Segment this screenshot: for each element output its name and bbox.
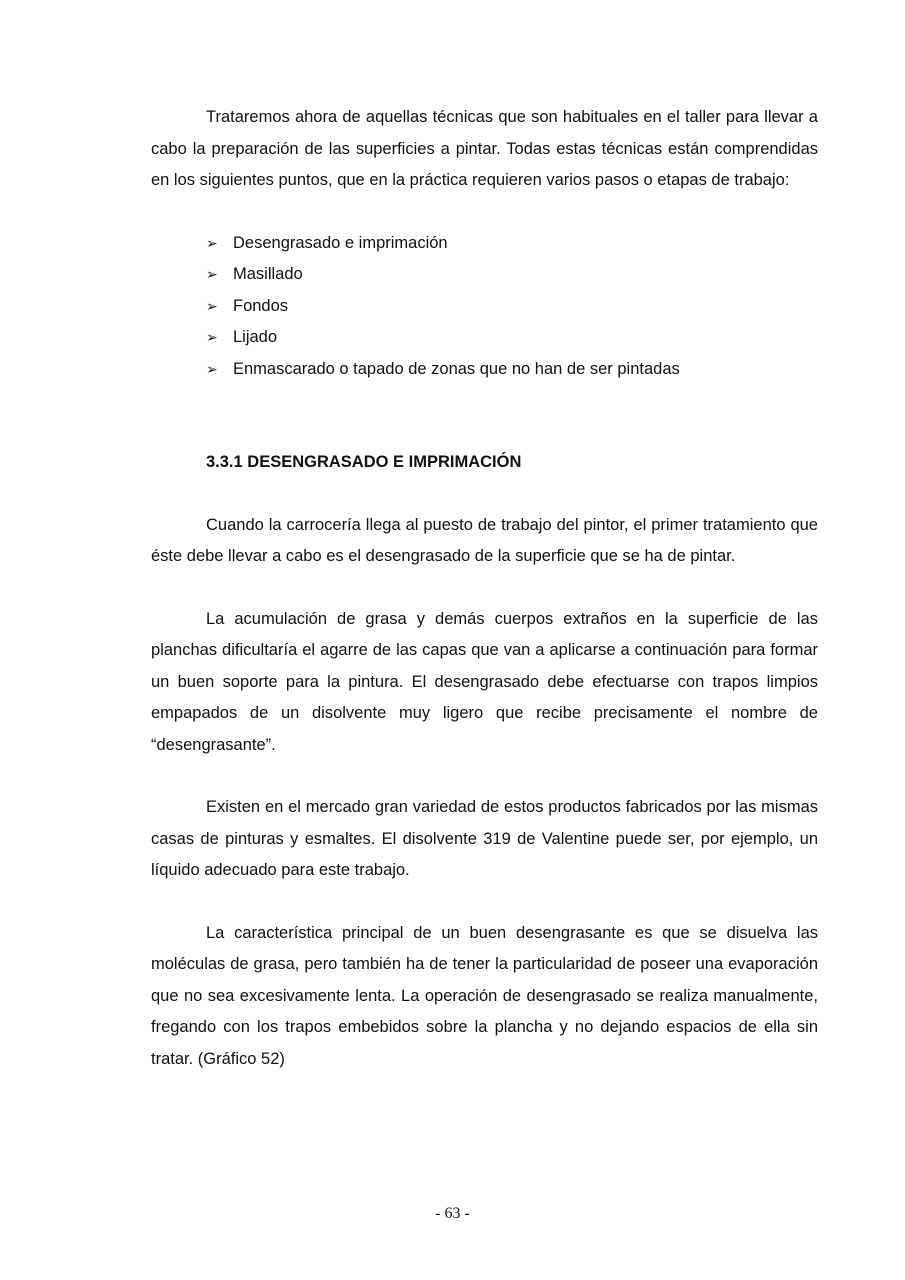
intro-paragraph: Trataremos ahora de aquellas técnicas que son habituales en el taller para llevar a cabo la preparación de las superficies a pintar. Todas estas técnicas están comprendidas en los siguientes puntos, que en la práctica requieren varios pasos o etapas de trabajo: <box>151 108 818 189</box>
list-item <box>206 259 818 291</box>
spacer <box>151 887 818 918</box>
arrowhead-bullet-icon: ➢ <box>206 298 218 315</box>
body-paragraph: La característica principal de un buen desengrasante es que se disuelva las moléculas de grasa, pero también ha de tener la particularidad de poseer una evaporación que no sea excesivamente lenta. La operación de desengrasado se realiza manualmente, fregando con los trapos embebidos sobre la plancha y no dejando espacios de ella sin tratar. (Gráfico 52) <box>151 923 818 1068</box>
page-number: - 63 - <box>435 1205 470 1222</box>
spacer <box>151 197 818 228</box>
spacer <box>151 479 818 510</box>
page-body <box>151 102 818 1075</box>
list-item-label: Lijado <box>233 328 278 346</box>
list-item <box>206 228 818 260</box>
section-heading: 3.3.1 DESENGRASADO E IMPRIMACIÓN <box>206 453 522 471</box>
arrowhead-bullet-icon: ➢ <box>206 235 218 252</box>
arrowhead-bullet-icon: ➢ <box>206 361 218 378</box>
list-item-label: Fondos <box>233 296 289 315</box>
list-item <box>206 322 818 354</box>
arrowhead-bullet-icon: ➢ <box>206 267 218 283</box>
spacer <box>151 573 818 604</box>
arrowhead-bullet-icon: ➢ <box>206 330 218 346</box>
body-paragraph: La acumulación de grasa y demás cuerpos extraños en la superficie de las planchas dificultaría el agarre de las capas que van a aplicarse a continuación para formar un buen soporte para la pintura. El desengrasado debe efectuarse con trapos limpios empapados de un disolvente muy ligero que recibe precisamente el nombre de “desengrasante”. <box>151 609 818 754</box>
list-item <box>206 291 818 323</box>
list-item-label: Enmascarado o tapado de zonas que no han de ser pintadas <box>233 359 680 378</box>
body-paragraph: Cuando la carrocería llega al puesto de trabajo del pintor, el primer tratamiento que éste debe llevar a cabo es el desengrasado de la superficie que se ha de pintar. <box>151 515 818 565</box>
list-item-label: Masillado <box>233 265 303 283</box>
spacer <box>151 385 818 447</box>
spacer <box>151 761 818 792</box>
body-paragraph: Existen en el mercado gran variedad de estos productos fabricados por las mismas casas de pinturas y esmaltes. El disolvente 319 de Valentine puede ser, por ejemplo, un líquido adecuado para este trabajo. <box>151 798 818 879</box>
list-item <box>206 354 818 386</box>
list-item-label: Desengrasado e imprimación <box>233 233 448 252</box>
technique-list <box>151 228 818 386</box>
